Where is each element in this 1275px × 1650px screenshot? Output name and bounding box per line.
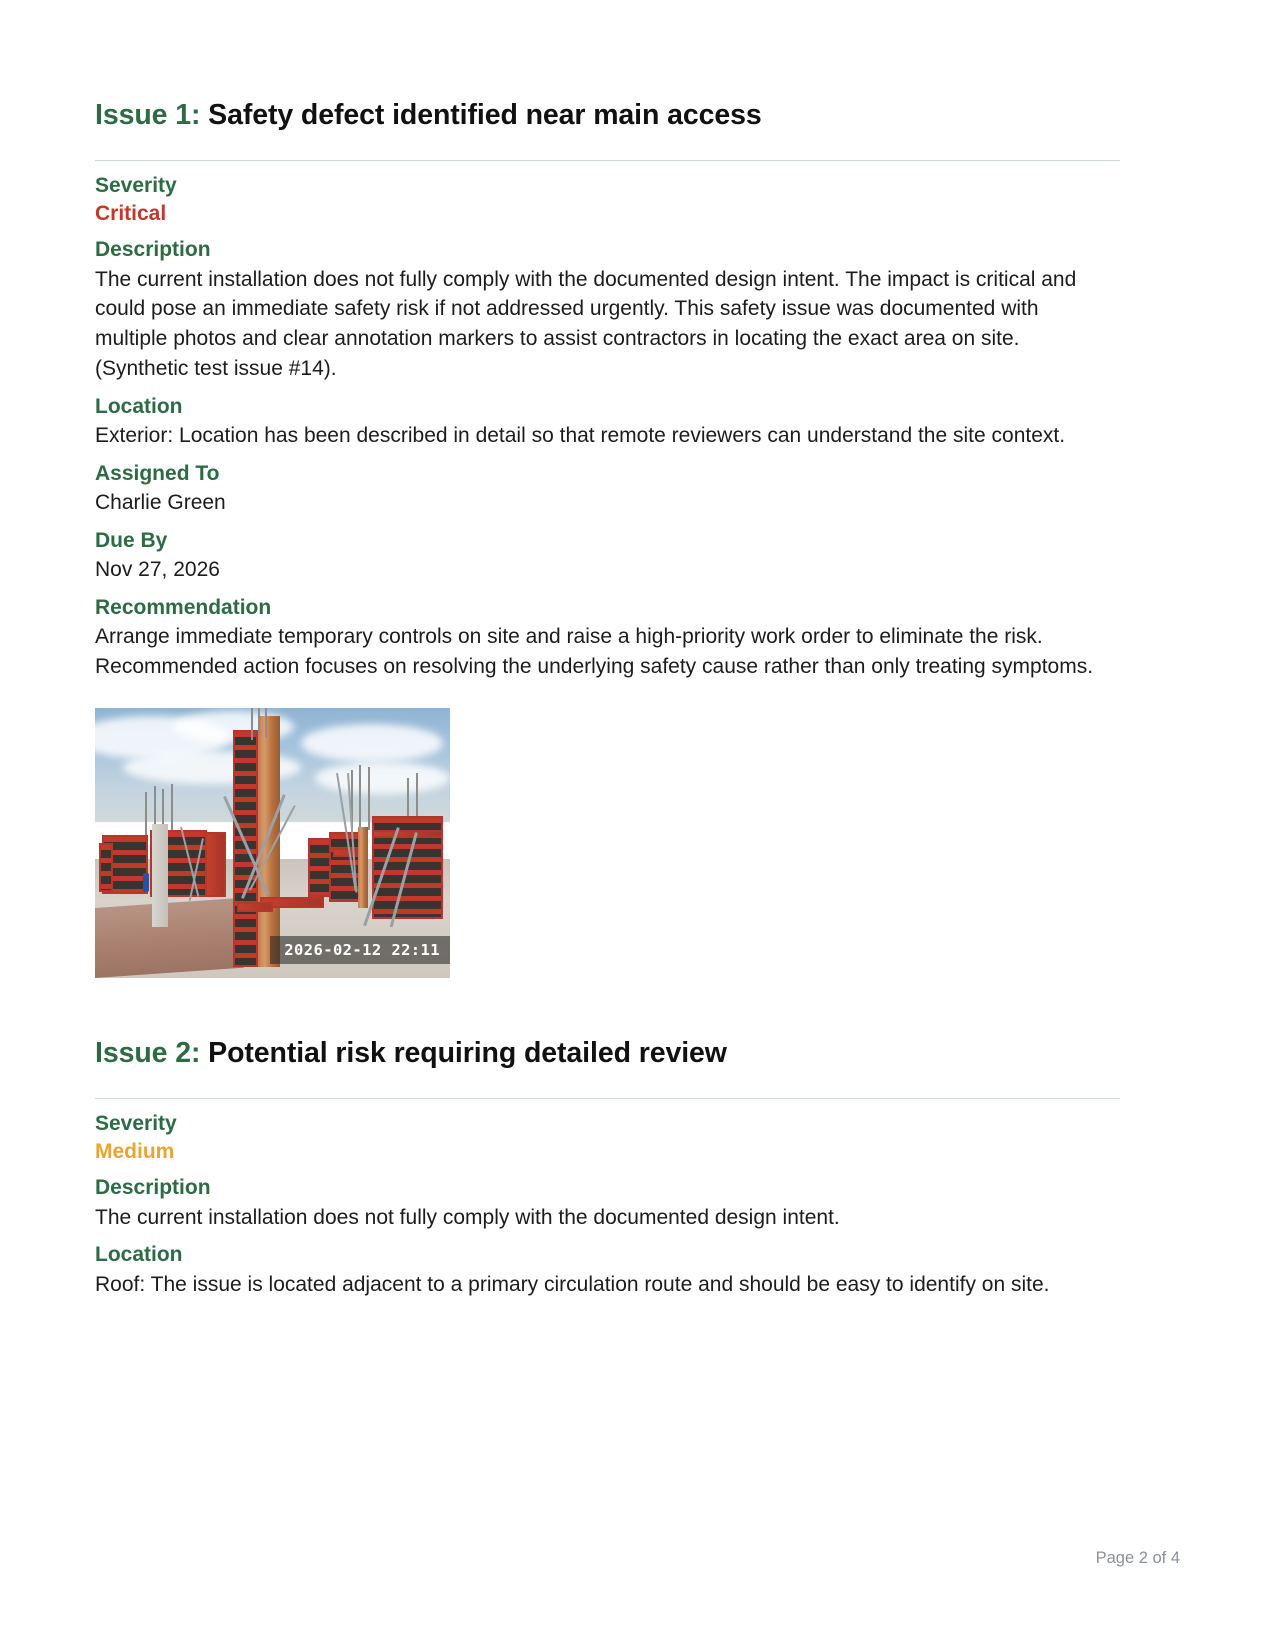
issue-1-title: Safety defect identified near main access: [208, 99, 762, 131]
issue-2-label: Issue 2:: [95, 1037, 201, 1070]
issue-section-2: [95, 1036, 1120, 1299]
issue-1-severity-field: [95, 172, 1120, 228]
issue-2-description-field: [95, 1174, 1120, 1232]
page-content: [95, 98, 1120, 1299]
issue-section-1: [95, 98, 1120, 978]
issue-2-description-value: The current installation does not fully comply with the documented design intent.: [95, 1205, 840, 1229]
issue-1-photo-image: [95, 708, 450, 978]
issue-1-recommendation-field: [95, 594, 1120, 682]
issue-1-due-value: Nov 27, 2026: [95, 558, 220, 582]
issue-1-assigned-value: Charlie Green: [95, 491, 226, 515]
page-footer: [1096, 1549, 1180, 1568]
issue-1-description-label: Description: [95, 238, 211, 262]
issue-1-due-label: Due By: [95, 528, 168, 552]
issue-1-location-value: Exterior: Location has been described in detail so that remote reviewers can understand the site context.: [95, 424, 1066, 448]
issue-2-location-label: Location: [95, 1243, 183, 1267]
issue-2-heading: [95, 1036, 1120, 1072]
page-number-text: Page 2 of 4: [1095, 1549, 1180, 1567]
issue-1-description-value: The current installation does not fully comply with the documented design intent. The impact is critical and could pose an immediate safety risk if not addressed urgently. This safety issue was documented with multiple photos and clear annotation markers to assist contractors in locating the exact area on site. (Synthetic test issue #14).: [95, 267, 1077, 380]
issue-2-severity-label: Severity: [95, 1111, 177, 1135]
issue-1-assigned-label: Assigned To: [95, 461, 220, 485]
issue-2-location-value: Roof: The issue is located adjacent to a primary circulation route and should be easy to identify on site.: [95, 1272, 1050, 1296]
issue-1-severity-label: Severity: [95, 173, 177, 197]
issue-1-recommendation-value: Arrange immediate temporary controls on site and raise a high-priority work order to eliminate the risk. Recommended action focuses on resolving the underlying safety cause rather than only treating symptoms.: [95, 625, 1094, 679]
issue-1-heading: [95, 98, 1120, 134]
issue-1-severity-value: Critical: [95, 201, 167, 225]
issue-1-divider: [95, 160, 1120, 161]
issue-1-assigned-field: [95, 460, 1120, 518]
issue-1-photo-timestamp: 2026-02-12 22:11: [270, 936, 450, 964]
issue-2-description-label: Description: [95, 1176, 211, 1200]
issue-1-location-label: Location: [95, 394, 183, 418]
issue-1-description-field: [95, 236, 1120, 384]
issue-1-recommendation-label: Recommendation: [95, 596, 272, 620]
issue-1-location-field: [95, 393, 1120, 451]
issue-1-due-field: [95, 527, 1120, 585]
issue-1-photo: [95, 708, 450, 978]
issue-2-severity-value: Medium: [95, 1139, 175, 1163]
issue-2-title: Potential risk requiring detailed review: [208, 1037, 727, 1070]
issue-spacer: [95, 978, 1120, 1036]
issue-2-location-field: [95, 1241, 1120, 1299]
issue-2-severity-field: [95, 1110, 1120, 1166]
issue-2-divider: [95, 1098, 1120, 1099]
issue-1-label: Issue 1:: [95, 99, 201, 131]
